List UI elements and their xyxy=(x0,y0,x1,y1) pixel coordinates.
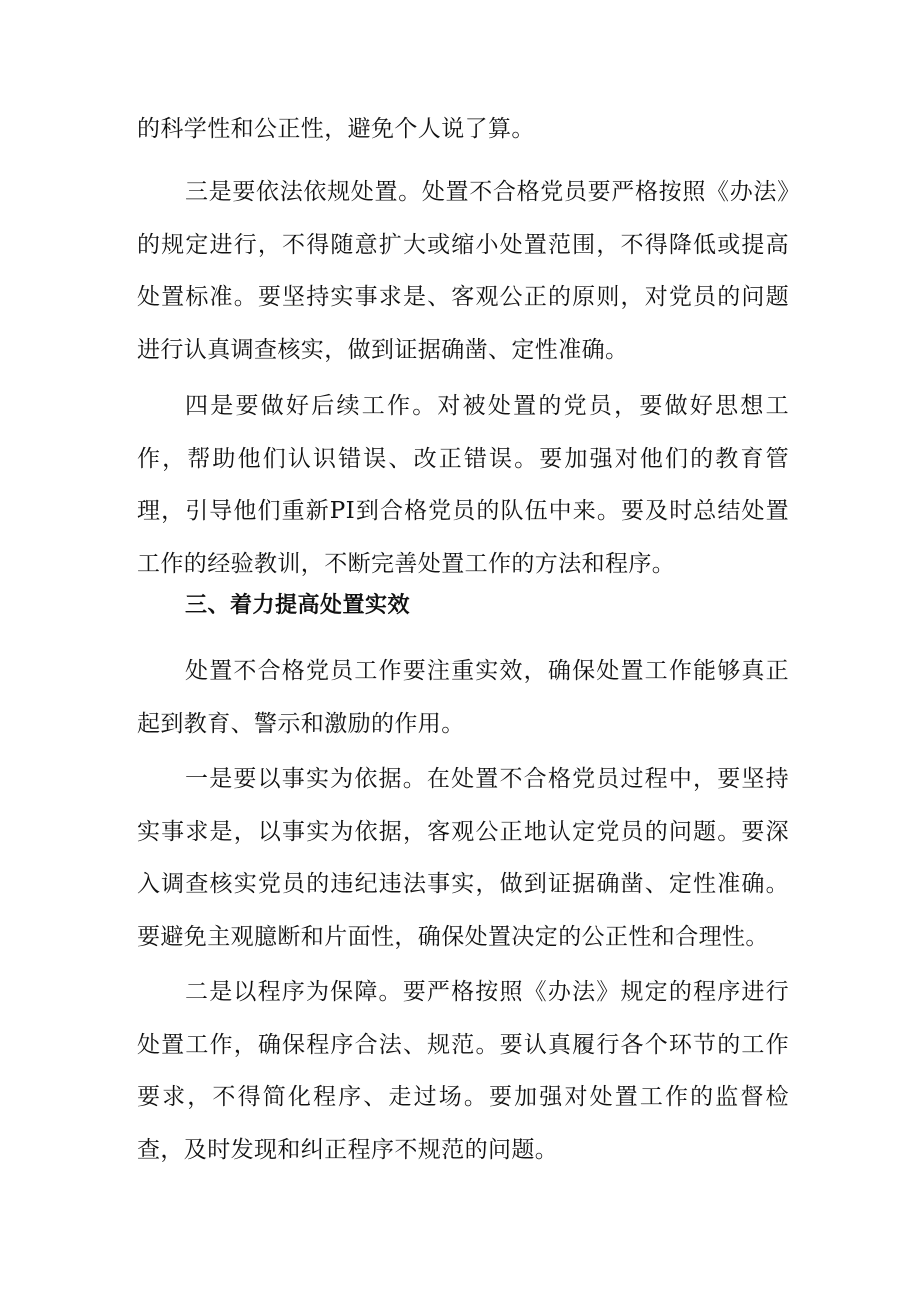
paragraph-follow-up-work: 四是要做好后续工作。对被处置的党员，要做好思想工作，帮助他们认识错误、改正错误。要加强对他们的教育管理，引导他们重新PI到合格党员的队伍中来。要及时总结处置工作的经验教训，不断完善处置工作的方法和程序。 xyxy=(137,393,789,578)
section-heading: 三、着力提高处置实效 xyxy=(185,593,411,618)
paragraph-section-intro: 处置不合格党员工作要注重实效，确保处置工作能够真正起到教育、警示和激励的作用。 xyxy=(137,658,789,737)
paragraph-lawful-handling: 三是要依法依规处置。处置不合格党员要严格按照《办法》的规定进行，不得随意扩大或缩小处置范围，不得降低或提高处置标准。要坚持实事求是、客观公正的原则，对党员的问题进行认真调查核实，做到证据确凿、定性准确。 xyxy=(137,179,789,364)
paragraph-continuation: 的科学性和公正性，避免个人说了算。 xyxy=(137,116,535,142)
paragraph-procedure-guarantee: 二是以程序为保障。要严格按照《办法》规定的程序进行处置工作，确保程序合法、规范。要认真履行各个环节的工作要求，不得简化程序、走过场。要加强对处置工作的监督检查，及时发现和纠正程序不规范的问题。 xyxy=(137,979,789,1164)
paragraph-facts-basis: 一是要以事实为依据。在处置不合格党员过程中，要坚持实事求是，以事实为依据，客观公正地认定党员的问题。要深入调查核实党员的违纪违法事实，做到证据确凿、定性准确。要避免主观臆断和片面性，确保处置决定的公正性和合理性。 xyxy=(137,766,789,951)
